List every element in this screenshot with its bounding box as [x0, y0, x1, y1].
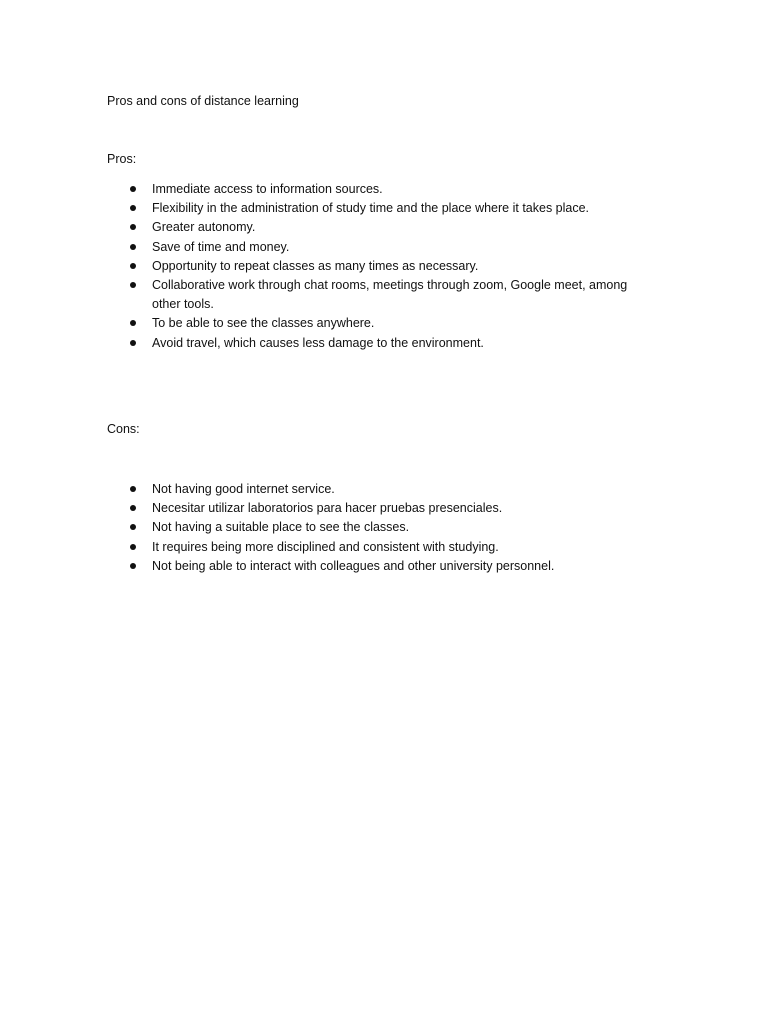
list-item — [0, 480, 652, 499]
list-item — [0, 314, 652, 333]
list-item — [0, 238, 652, 257]
list-item — [0, 276, 652, 314]
bullet-icon — [130, 224, 136, 230]
list-item — [0, 180, 652, 199]
bullet-icon — [130, 263, 136, 269]
list-item-text: Greater autonomy. — [152, 220, 256, 235]
bullet-icon — [130, 186, 136, 192]
bullet-icon — [130, 244, 136, 250]
bullet-icon — [130, 205, 136, 211]
list-item — [0, 518, 652, 537]
list-item-text: Not having good internet service. — [152, 482, 335, 496]
list-item — [0, 499, 652, 518]
list-item — [0, 257, 652, 276]
bullet-icon — [130, 486, 136, 492]
list-item-text: Flexibility in the administration of study time and the place where it takes place. — [152, 201, 590, 216]
list-item-text: Opportunity to repeat classes as many times as necessary. — [152, 258, 479, 273]
document-title: Pros and cons of distance learning — [107, 94, 299, 108]
bullet-icon — [130, 340, 136, 346]
bullet-icon — [130, 544, 136, 550]
bullet-icon — [130, 524, 136, 530]
list-item — [0, 218, 652, 237]
list-item-text: Avoid travel, which causes less damage to the environment. — [152, 335, 484, 350]
list-item-text: Necesitar utilizar laboratorios para hacer pruebas presenciales. — [152, 501, 503, 516]
list-item-text: To be able to see the classes anywhere. — [152, 316, 375, 331]
list-item-text: Not being able to interact with colleagues and other university personnel. — [152, 558, 555, 573]
list-item-text: It requires being more disciplined and consistent with studying. — [152, 539, 499, 554]
cons-heading: Cons: — [107, 422, 140, 436]
bullet-icon — [130, 282, 136, 288]
list-item-text: Not having a suitable place to see the classes. — [152, 520, 410, 535]
bullet-icon — [130, 563, 136, 569]
list-item — [0, 557, 652, 576]
list-item — [0, 334, 652, 353]
pros-list — [0, 180, 768, 353]
list-item — [0, 199, 652, 218]
pros-heading: Pros: — [107, 152, 137, 166]
list-item — [0, 538, 652, 557]
cons-list — [0, 480, 768, 576]
list-item-text: Immediate access to information sources. — [152, 182, 383, 196]
bullet-icon — [130, 320, 136, 326]
list-item-text: Collaborative work through chat rooms, meetings through zoom, Google meet, among other tools. — [152, 278, 628, 312]
bullet-icon — [130, 505, 136, 511]
list-item-text: Save of time and money. — [152, 239, 290, 254]
